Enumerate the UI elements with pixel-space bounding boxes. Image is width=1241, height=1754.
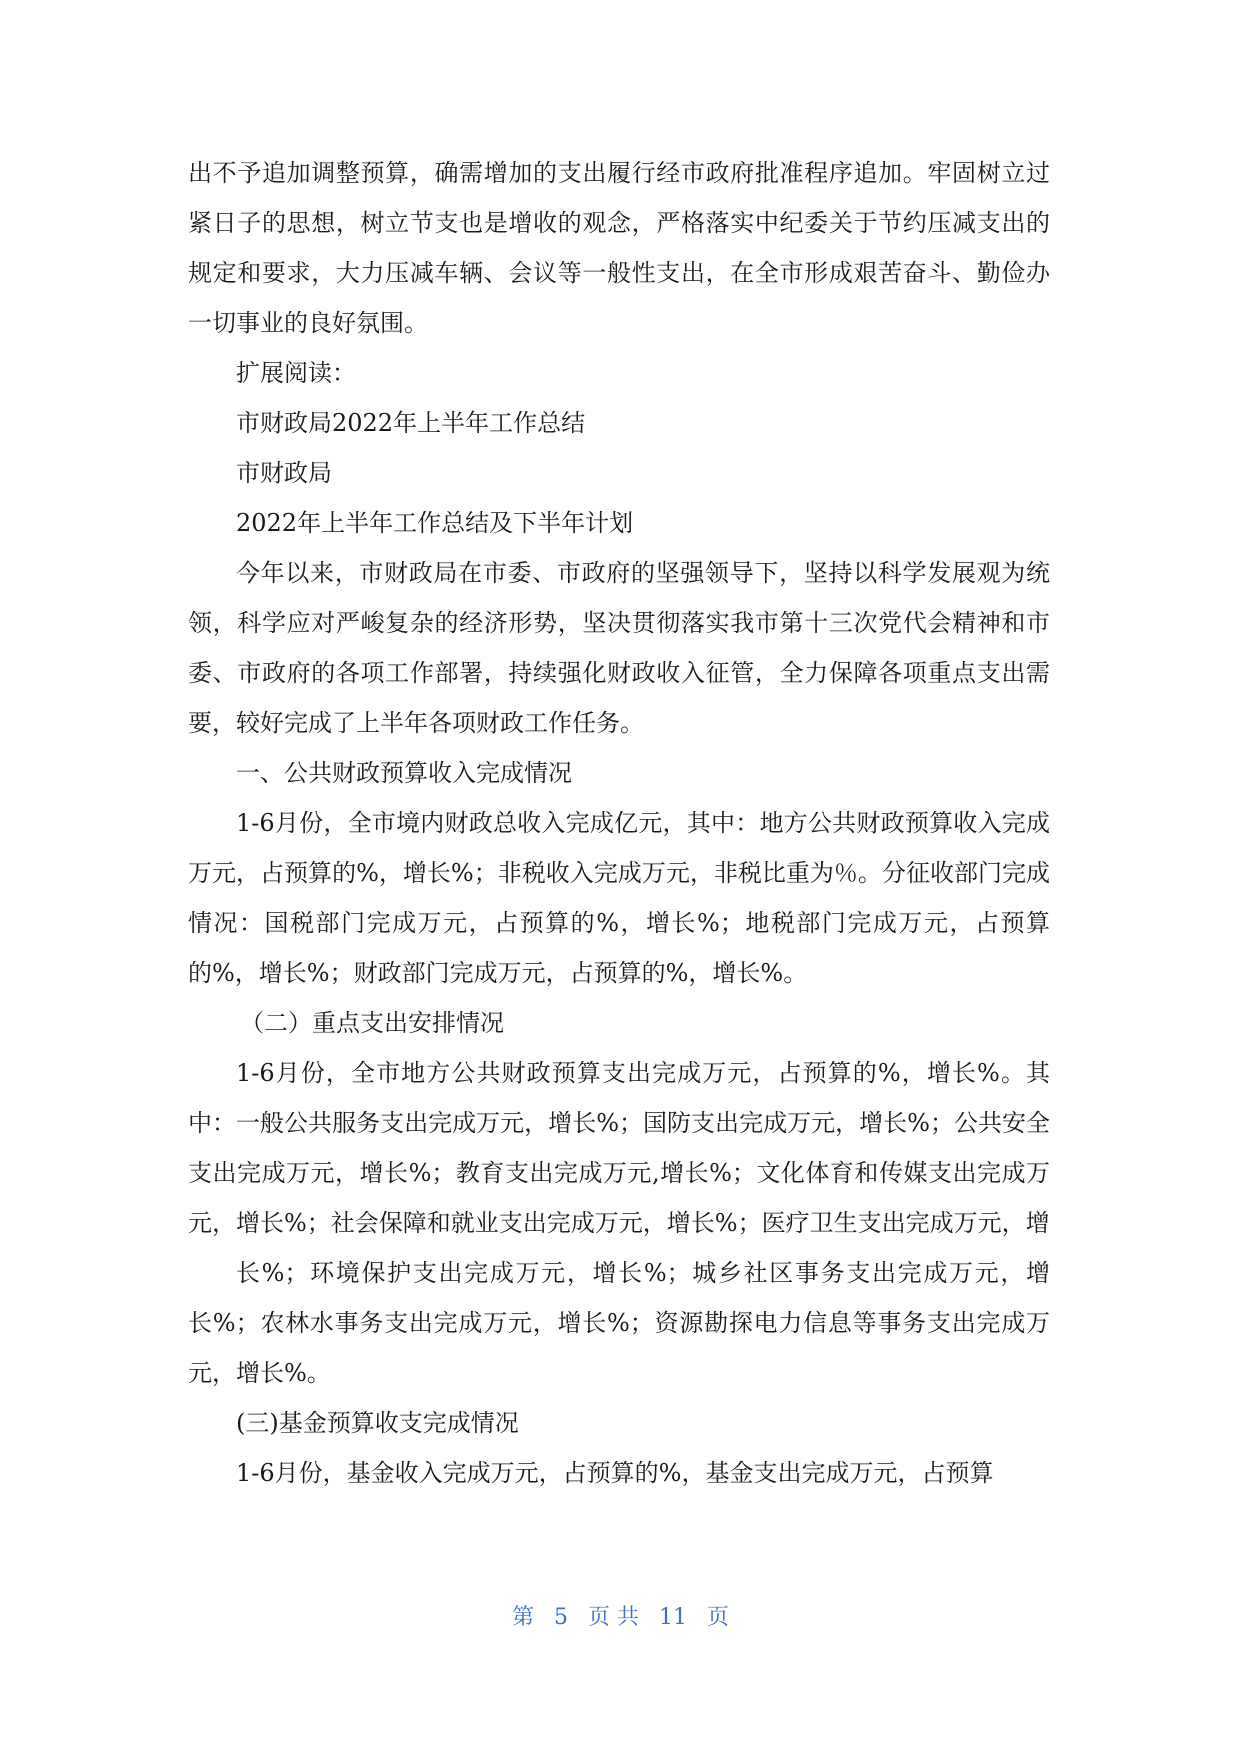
footer-total-pages: 11: [659, 1605, 687, 1630]
footer-label-page: 第: [511, 1605, 534, 1630]
paragraph-report-title: 市财政局2022年上半年工作总结: [236, 409, 586, 437]
paragraph-expenditure-cont: 长%；环境保护支出完成万元，增长%；城乡社区事务支出完成万元，增长%；农林水事务支出完成万元，增长%；资源勘探电力信息等事务支出完成万元，增长%。: [188, 1259, 1050, 1387]
paragraph-revenue: 1-6月份，全市境内财政总收入完成亿元，其中：地方公共财政预算收入完成万元，占预算的%，增长%；非税收入完成万元，非税比重为％。分征收部门完成情况：国税部门完成万元，占预算的%，增长%；地税部门完成万元，占预算的%，增长%；财政部门完成万元，占预算的%，增长%。: [188, 809, 1050, 987]
paragraph-continuation: 出不予追加调整预算，确需增加的支出履行经市政府批准程序追加。牢固树立过紧日子的思想，树立节支也是增收的观念，严格落实中纪委关于节约压减支出的规定和要求，大力压减车辆、会议等一般性支出，在全市形成艰苦奋斗、勤俭办一切事业的良好氛围。: [188, 159, 1050, 337]
paragraph-bureau-name: 市财政局: [236, 459, 332, 487]
footer-label-pages: 页: [707, 1605, 730, 1630]
section-heading-1: 一、公共财政预算收入完成情况: [236, 759, 572, 787]
section-heading-2: （二）重点支出安排情况: [240, 1009, 504, 1037]
footer-current-page: 5: [554, 1605, 568, 1630]
section-heading-3: (三)基金预算收支完成情况: [236, 1409, 519, 1437]
document-body: [188, 148, 1050, 1498]
paragraph-extended-reading: 扩展阅读：: [236, 359, 356, 387]
footer-label-of: 页 共: [588, 1605, 639, 1630]
page-footer: [0, 1600, 1241, 1631]
paragraph-expenditure: 1-6月份，全市地方公共财政预算支出完成万元，占预算的%，增长%。其中：一般公共服务支出完成万元，增长%；国防支出完成万元，增长%；公共安全支出完成万元，增长%；教育支出完成万元,增长%；文化体育和传媒支出完成万元，增长%；社会保障和就业支出完成万元，增长%；医疗卫生支出完成万元，增: [188, 1059, 1050, 1237]
paragraph-intro: 今年以来，市财政局在市委、市政府的坚强领导下，坚持以科学发展观为统领，科学应对严峻复杂的经济形势，坚决贯彻落实我市第十三次党代会精神和市委、市政府的各项工作部署，持续强化财政收入征管，全力保障各项重点支出需要，较好完成了上半年各项财政工作任务。: [188, 559, 1050, 737]
paragraph-fund: 1-6月份，基金收入完成万元，占预算的%，基金支出完成万元，占预算: [236, 1459, 994, 1487]
paragraph-report-subtitle: 2022年上半年工作总结及下半年计划: [236, 509, 634, 537]
